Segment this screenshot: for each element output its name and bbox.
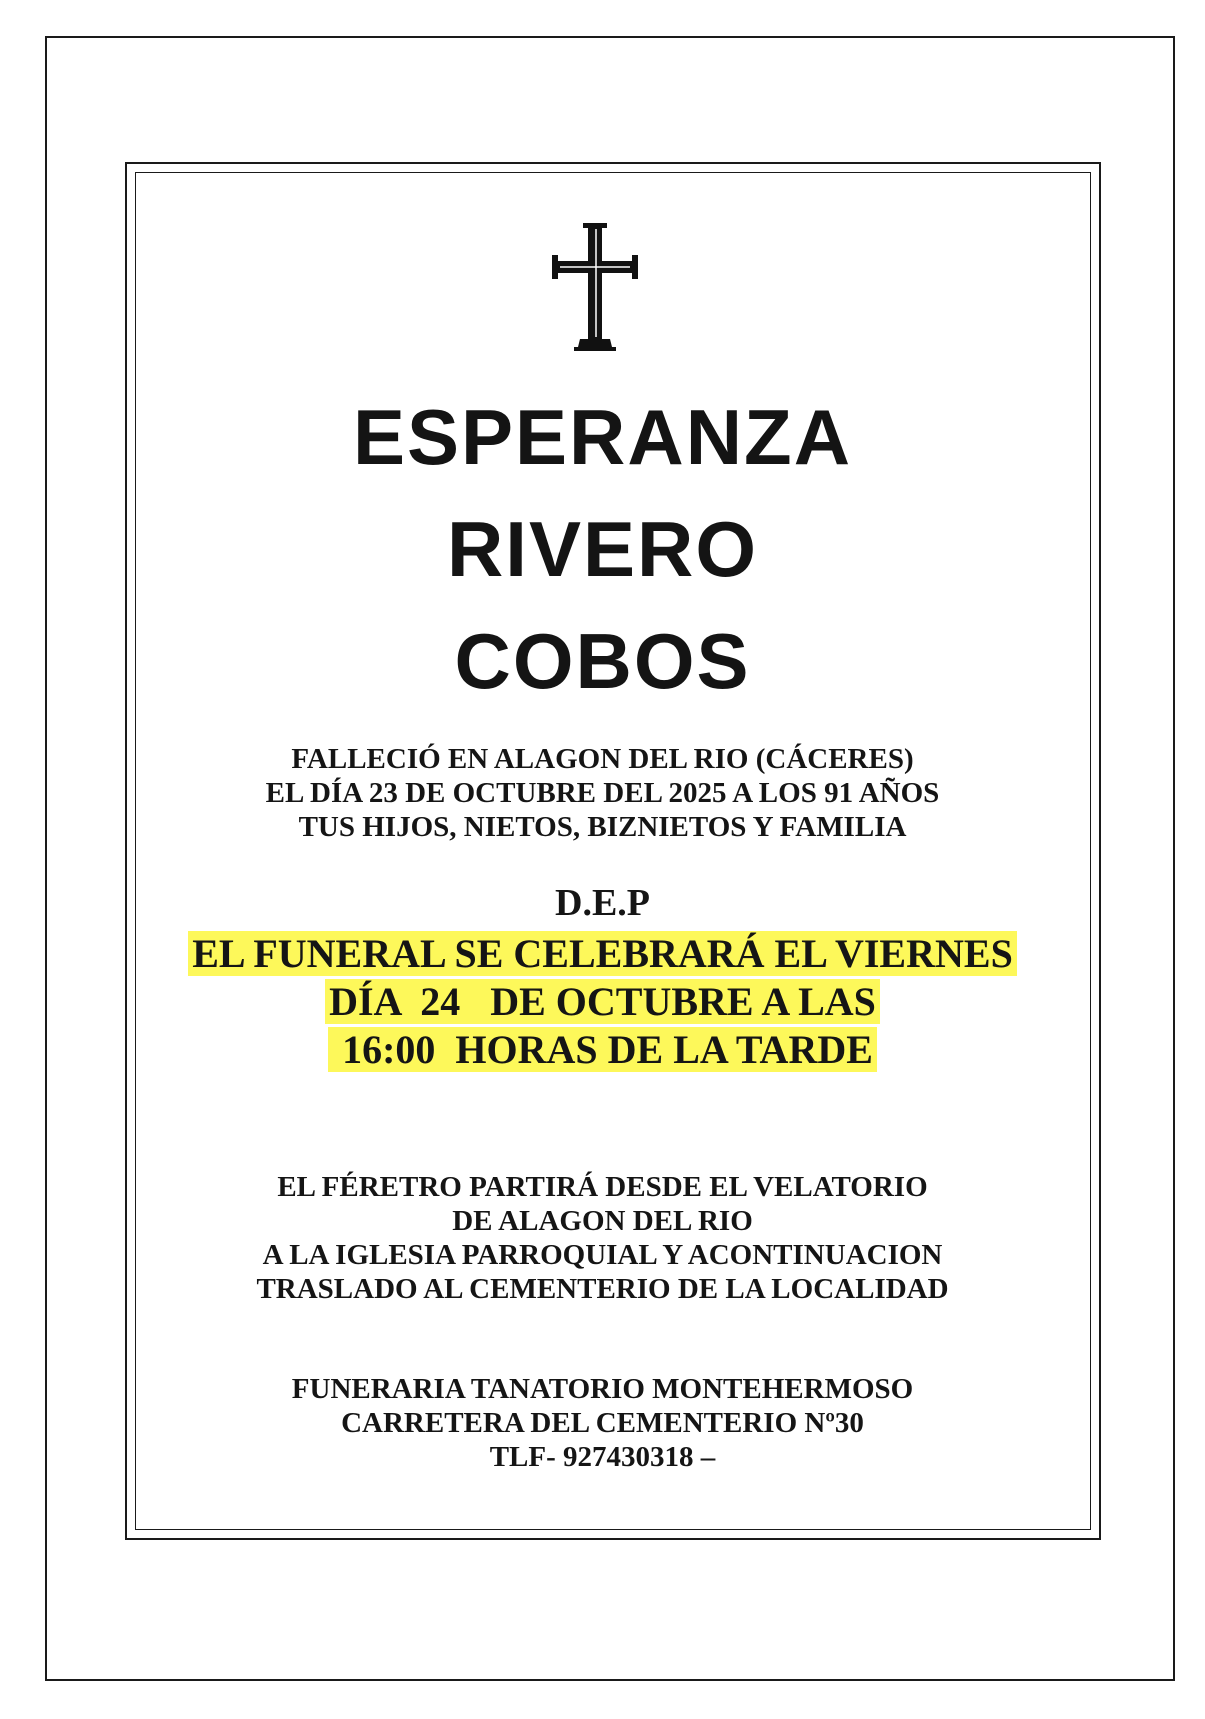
procession-line-3: A LA IGLESIA PARROQUIAL Y ACONTINUACION xyxy=(262,1239,943,1271)
procession-line-2: DE ALAGON DEL RIO xyxy=(452,1205,753,1237)
funeral-home-info xyxy=(0,1372,1205,1474)
funeral-home-phone: TLF- 927430318 – xyxy=(489,1441,716,1473)
deceased-surname-2: COBOS xyxy=(454,617,751,705)
funeral-line-1: EL FUNERAL SE CELEBRARÁ EL VIERNES xyxy=(188,931,1017,976)
funeral-announcement xyxy=(0,930,1205,1074)
dep-text: D.E.P xyxy=(555,882,650,924)
procession-line-1: EL FÉRETRO PARTIRÁ DESDE EL VELATORIO xyxy=(277,1171,928,1203)
procession-line-4: TRASLADO AL CEMENTERIO DE LA LOCALIDAD xyxy=(256,1273,949,1305)
death-place: FALLECIÓ EN ALAGON DEL RIO (CÁCERES) xyxy=(291,743,914,775)
inner-border-line xyxy=(135,172,1091,1530)
death-date: EL DÍA 23 DE OCTUBRE DEL 2025 A LOS 91 AÑOS xyxy=(265,777,940,809)
funeral-line-2: DÍA 24 DE OCTUBRE A LAS xyxy=(325,979,880,1024)
procession-info xyxy=(0,1170,1205,1306)
funeral-line-3: 16:00 HORAS DE LA TARDE xyxy=(328,1027,877,1072)
cross-icon xyxy=(550,223,640,353)
deceased-first-name: ESPERANZA xyxy=(352,393,853,481)
funeral-home-name: FUNERARIA TANATORIO MONTEHERMOSO xyxy=(291,1373,914,1405)
death-info xyxy=(0,742,1205,844)
inner-border xyxy=(125,162,1101,1540)
family-line: TUS HIJOS, NIETOS, BIZNIETOS Y FAMILIA xyxy=(298,811,907,843)
funeral-home-address: CARRETERA DEL CEMENTERIO Nº30 xyxy=(341,1407,864,1439)
deceased-surname-1: RIVERO xyxy=(446,505,759,593)
